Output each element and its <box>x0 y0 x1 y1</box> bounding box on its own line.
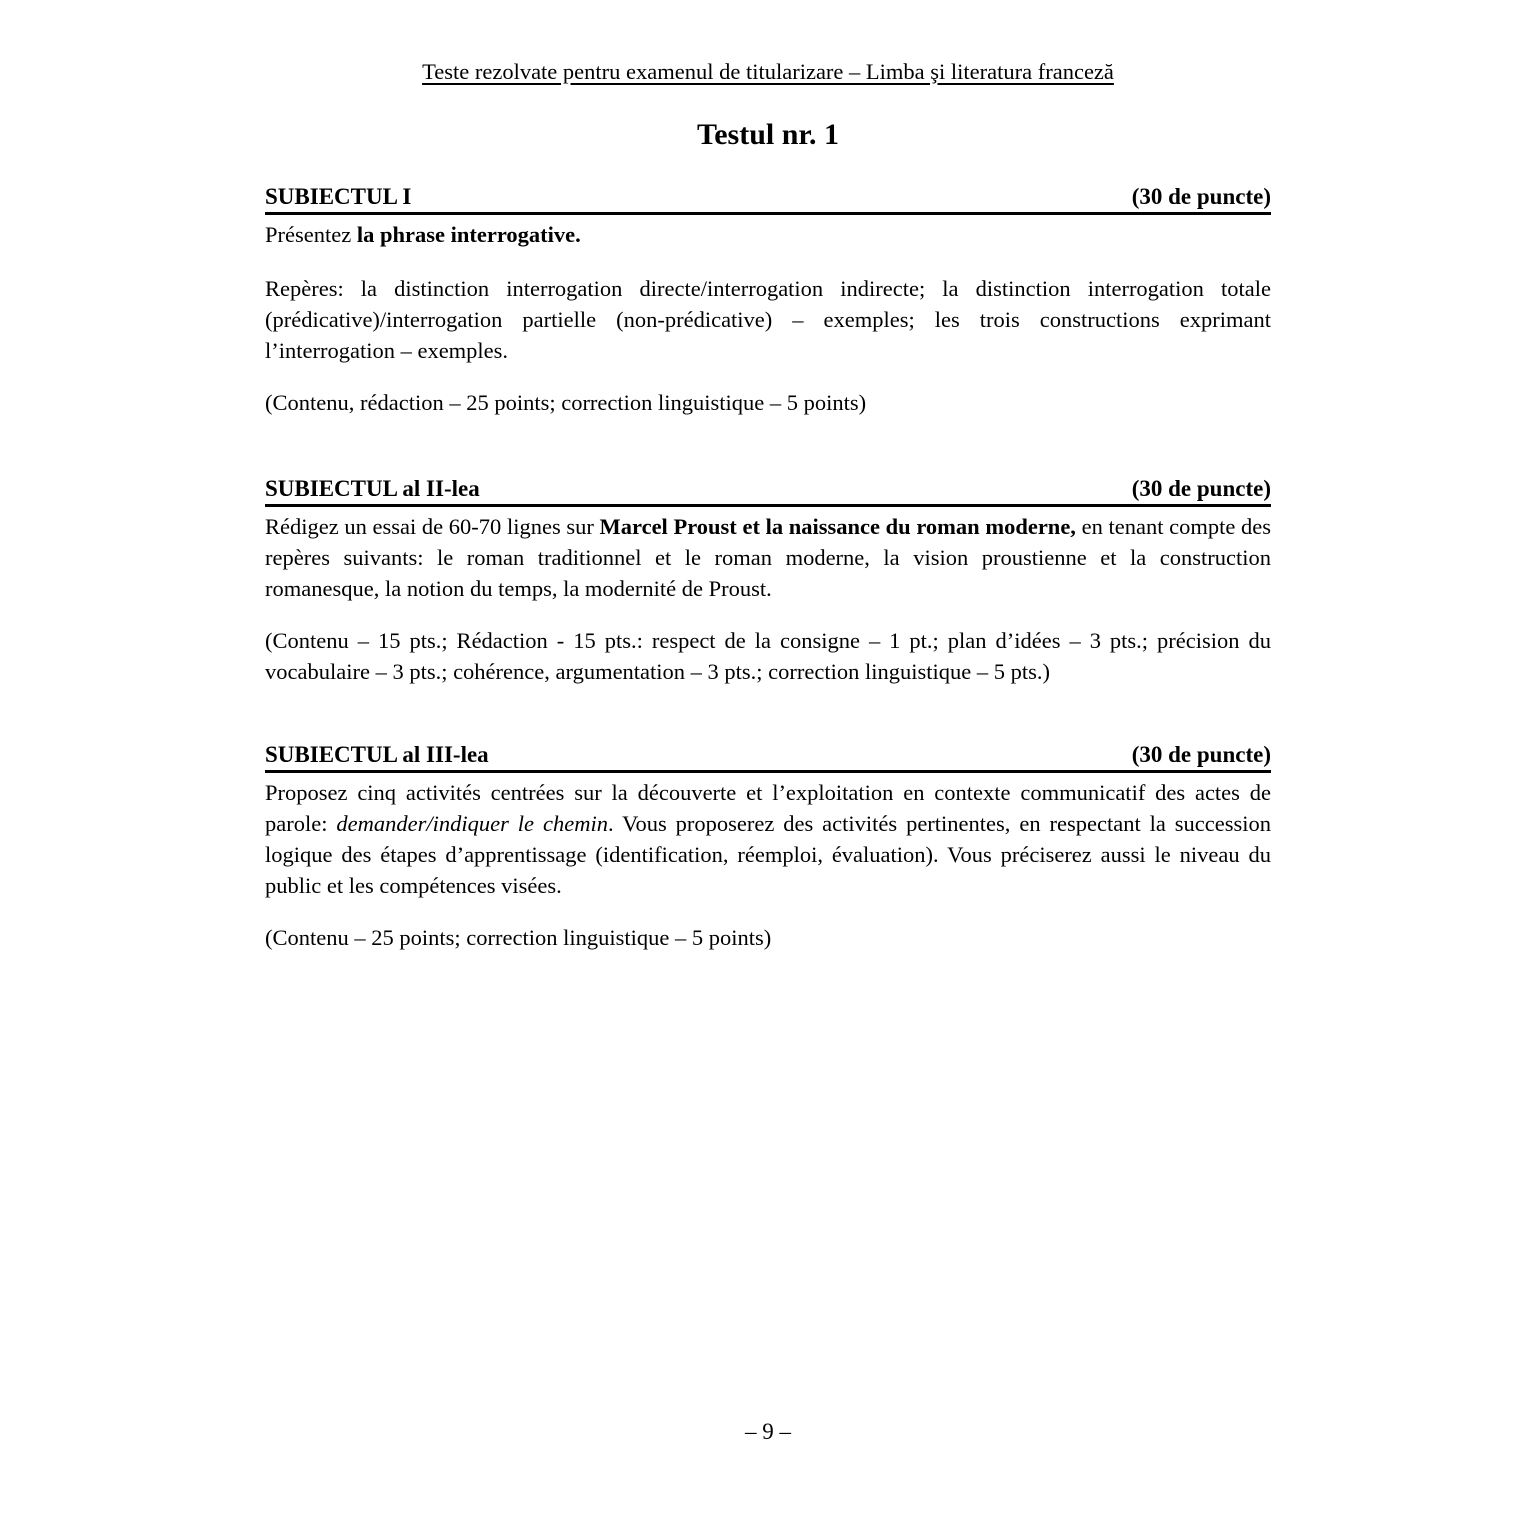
running-header <box>265 56 1271 87</box>
section-2-heading-row <box>265 476 1271 507</box>
section-3-heading-row <box>265 742 1271 773</box>
section-1-points: (30 de puncte) <box>1131 184 1271 209</box>
running-header-text: Teste rezolvate pentru examenul de titularizare – Limba şi literatura franceză <box>422 59 1114 84</box>
section-1-heading: SUBIECTUL I <box>265 184 412 209</box>
section-2-task-paragraph <box>265 511 1271 604</box>
section-3-task-emphasis: demander/indiquer le chemin <box>336 811 608 836</box>
section-2-scoring-paragraph: (Contenu – 15 pts.; Rédaction - 15 pts.: respect de la consigne – 1 pt.; plan d’idées – 3 pts.; précision du vocabulaire – 3 pts.; cohérence, argumentation – 3 pts.; correction linguistique – 5 pts.) <box>265 628 1271 684</box>
section-2-task-pre: Rédigez un essai de 60-70 lignes sur <box>265 514 600 539</box>
page-title: Testul nr. 1 <box>696 118 839 151</box>
section-1-details-paragraph: Repères: la distinction interrogation directe/interrogation indirecte; la distinction interrogation totale (prédicative)/interrogation partielle (non-prédicative) – exemples; les trois constructions exprimant l’interrogation – exemples. <box>265 276 1271 363</box>
section-2-points: (30 de puncte) <box>1131 476 1271 501</box>
section-1-task-pre: Présentez <box>265 222 357 247</box>
section-subiectul-1 <box>265 184 1271 418</box>
section-1-task-emphasis: la phrase interrogative. <box>356 222 581 247</box>
section-subiectul-3 <box>265 742 1271 953</box>
section-3-scoring-paragraph: (Contenu – 25 points; correction linguistique – 5 points) <box>265 925 772 950</box>
page-content <box>265 56 1271 953</box>
section-1-scoring-paragraph: (Contenu, rédaction – 25 points; correction linguistique – 5 points) <box>265 390 867 415</box>
section-subiectul-2 <box>265 476 1271 687</box>
section-2-heading: SUBIECTUL al II-lea <box>265 476 480 501</box>
section-3-points: (30 de puncte) <box>1131 742 1271 767</box>
section-3-heading: SUBIECTUL al III-lea <box>265 742 489 767</box>
section-1-task-paragraph <box>265 219 1271 250</box>
page-number: – 9 – <box>745 1419 791 1444</box>
section-3-task-post: . Vous proposerez des activités pertinentes, en respectant la succession logique des étapes d’apprentissage (identification, réemploi, évaluation). Vous préciserez aussi le niveau du public et les compétences visées. <box>265 811 1272 898</box>
section-2-task-post: en tenant compte des repères suivants: le roman traditionnel et le roman moderne, la vision proustienne et la construction romanesque, la notion du temps, la modernité de Proust. <box>265 514 1271 601</box>
section-3-task-paragraph <box>265 777 1271 901</box>
section-3-task-pre: Proposez cinq activités centrées sur la découverte et l’exploitation en contexte communicatif des actes de parole: <box>265 780 1271 836</box>
section-1-heading-row <box>265 184 1271 215</box>
section-2-task-emphasis: Marcel Proust et la naissance du roman moderne, <box>599 514 1076 539</box>
